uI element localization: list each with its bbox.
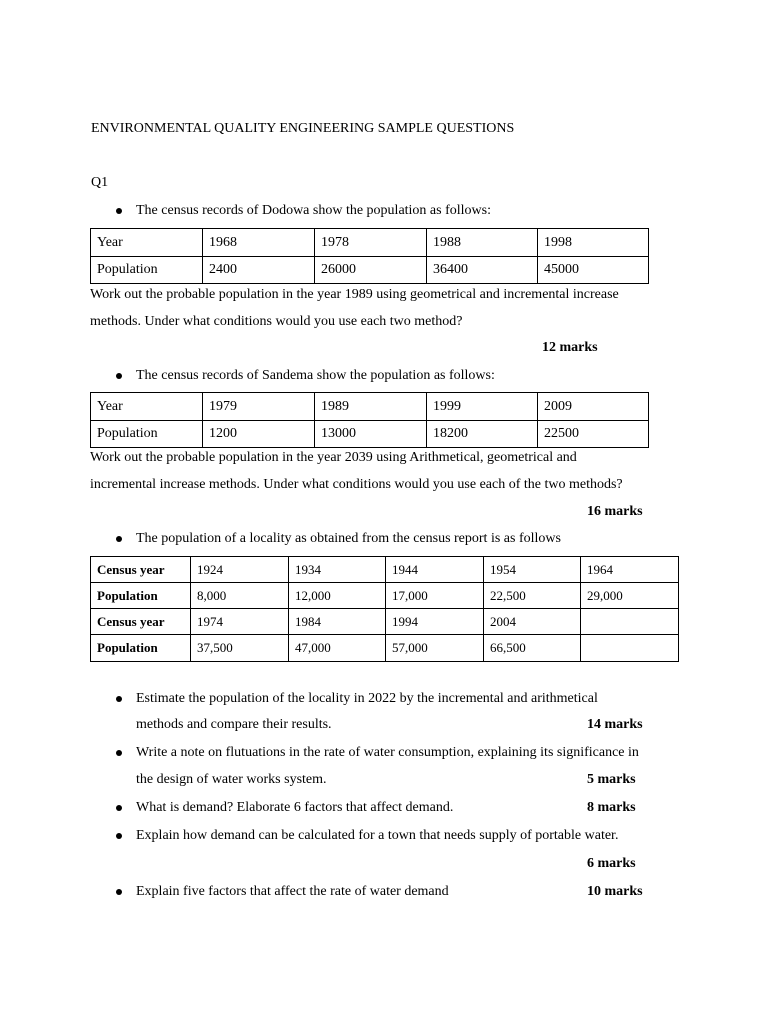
table-cell: 37,500 [191, 635, 289, 662]
question-marks: 5 marks [587, 772, 636, 787]
table-cell: 18200 [427, 421, 538, 448]
table-cell: 1988 [427, 229, 538, 257]
question-line: methods and compare their results. [136, 717, 332, 732]
table-cell: 12,000 [289, 583, 386, 609]
section2-marks: 16 marks [587, 504, 643, 519]
question-marks: 6 marks [587, 856, 636, 871]
table-cell: 1989 [315, 393, 427, 421]
bullet-icon [116, 750, 122, 756]
table-cell: 47,000 [289, 635, 386, 662]
table-row [91, 421, 649, 448]
question-line: What is demand? Elaborate 6 factors that affect demand. [136, 800, 454, 815]
table-row [91, 635, 679, 662]
table-cell: 2400 [203, 257, 315, 284]
table-cell: 26000 [315, 257, 427, 284]
table-cell: 1968 [203, 229, 315, 257]
table-cell: 22,500 [484, 583, 581, 609]
bullet-icon [116, 373, 122, 379]
table-cell: 22500 [538, 421, 649, 448]
bullet-icon [116, 889, 122, 895]
section2-intro: The census records of Sandema show the population as follows: [136, 368, 495, 383]
table-cell: 2004 [484, 609, 581, 635]
table-row [91, 257, 649, 284]
question-line: the design of water works system. [136, 772, 327, 787]
table-cell: 1979 [203, 393, 315, 421]
question-line: Write a note on flutuations in the rate of water consumption, explaining its significance in [136, 745, 639, 760]
table-cell: 8,000 [191, 583, 289, 609]
table-cell: 36400 [427, 257, 538, 284]
table-cell: 1994 [386, 609, 484, 635]
section1-marks: 12 marks [542, 340, 598, 355]
table-cell: 66,500 [484, 635, 581, 662]
table-cell: 57,000 [386, 635, 484, 662]
bullet-icon [116, 833, 122, 839]
table-row [91, 557, 679, 583]
table-cell: 2009 [538, 393, 649, 421]
table-cell: 29,000 [581, 583, 679, 609]
table-cell: 1984 [289, 609, 386, 635]
question-line: Explain how demand can be calculated for a town that needs supply of portable water. [136, 828, 619, 843]
table-cell: 1998 [538, 229, 649, 257]
section2-question-line1: Work out the probable population in the year 2039 using Arithmetical, geometrical and [90, 450, 577, 465]
table-row [91, 393, 649, 421]
table-cell: 1944 [386, 557, 484, 583]
table-cell: Population [91, 635, 191, 662]
table-cell: 1924 [191, 557, 289, 583]
table-cell: 13000 [315, 421, 427, 448]
table-cell: 1954 [484, 557, 581, 583]
question-label: Q1 [91, 175, 109, 190]
bullet-icon [116, 696, 122, 702]
section2-question-line2: incremental increase methods. Under what conditions would you use each of the two methods? [90, 477, 623, 492]
sandema-table [90, 392, 649, 448]
table-cell: 1200 [203, 421, 315, 448]
table-cell: Year [91, 229, 203, 257]
table-cell: Census year [91, 609, 191, 635]
table-cell: 1974 [191, 609, 289, 635]
table-cell: Population [91, 421, 203, 448]
question-line: Explain five factors that affect the rate of water demand [136, 884, 449, 899]
bullet-icon [116, 805, 122, 811]
dodowa-table [90, 228, 649, 284]
section1-question-line1: Work out the probable population in the year 1989 using geometrical and incremental increase [90, 287, 619, 302]
table-cell: Year [91, 393, 203, 421]
section1-question-line2: methods. Under what conditions would you use each two method? [90, 314, 463, 329]
question-marks: 8 marks [587, 800, 636, 815]
question-line: Estimate the population of the locality in 2022 by the incremental and arithmetical [136, 691, 598, 706]
section1-intro: The census records of Dodowa show the population as follows: [136, 203, 491, 218]
bullet-icon [116, 536, 122, 542]
table-cell [581, 609, 679, 635]
table-row [91, 609, 679, 635]
section3-intro: The population of a locality as obtained from the census report is as follows [136, 531, 561, 546]
page-title: ENVIRONMENTAL QUALITY ENGINEERING SAMPLE QUESTIONS [91, 121, 515, 136]
locality-table [90, 556, 679, 662]
table-row [91, 583, 679, 609]
table-cell: Census year [91, 557, 191, 583]
table-row [91, 229, 649, 257]
table-cell: 17,000 [386, 583, 484, 609]
table-cell: 1934 [289, 557, 386, 583]
question-marks: 14 marks [587, 717, 643, 732]
table-cell [581, 635, 679, 662]
table-cell: 1999 [427, 393, 538, 421]
table-cell: Population [91, 257, 203, 284]
table-cell: 1964 [581, 557, 679, 583]
bullet-icon [116, 208, 122, 214]
table-cell: 45000 [538, 257, 649, 284]
table-cell: 1978 [315, 229, 427, 257]
table-cell: Population [91, 583, 191, 609]
question-marks: 10 marks [587, 884, 643, 899]
